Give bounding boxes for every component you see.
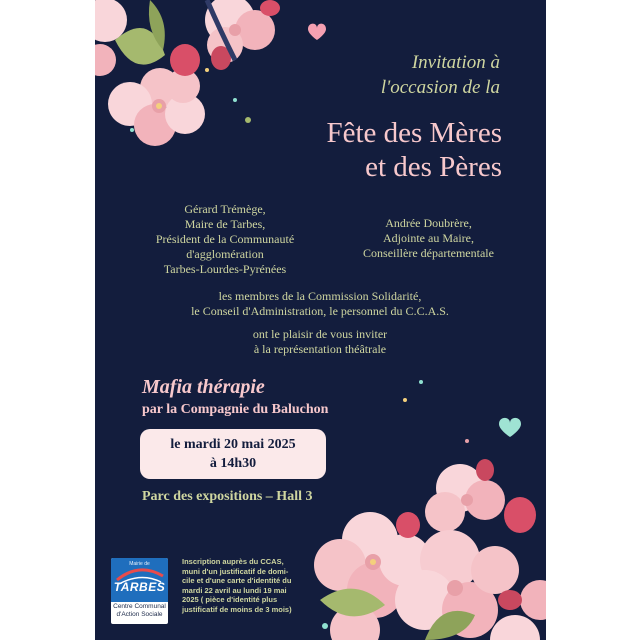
- registration-note: Inscription auprès du CCAS, muni d'un justificatif de domi- cile et d'une carte d'identité du mardi 22 avril au lundi 19 mai 2025 ( pièce d'identité plus justificatif de moins de 3 mois): [182, 557, 292, 614]
- members-text: les membres de la Commission Solidarité, le Conseil d'Administration, le personnel du C.C.A.S.: [191, 289, 449, 318]
- flower-shape: [108, 68, 205, 146]
- invitation-heading: [381, 50, 500, 100]
- show-title: Mafia thérapie: [142, 376, 265, 398]
- event-place: Parc des expositions – Hall 3: [142, 489, 313, 504]
- logo-city-name: TARBES: [113, 580, 166, 594]
- host-mayor: Gérard Trémège, Maire de Tarbes, Président de la Communauté d'agglomération Tarbes-Lourdes-Pyrénées: [155, 202, 295, 276]
- logo-banner: [111, 558, 168, 602]
- event-date: le mardi 20 mai 2025: [170, 437, 296, 452]
- host-deputy: Andrée Doubrère, Adjointe au Maire, Conseillère départementale: [363, 216, 494, 260]
- event-title: [326, 116, 502, 184]
- invitation-line: Invitation à: [411, 52, 500, 73]
- date-box: [140, 429, 326, 479]
- show-company: par la Compagnie du Baluchon: [142, 402, 329, 417]
- invitation-card: [95, 0, 546, 640]
- logo-small-text: Mairie de: [129, 561, 150, 567]
- title-line: et des Pères: [365, 151, 502, 183]
- title-line: Fête des Mères: [326, 117, 502, 149]
- heart-icon: [499, 418, 521, 437]
- invite-text: ont le plaisir de vous inviter à la représentation théâtrale: [252, 327, 388, 356]
- heart-icon: [308, 24, 326, 40]
- tarbes-ccas-logo: [111, 558, 168, 624]
- logo-caption: Centre Communal d'Action Sociale: [113, 603, 166, 618]
- event-time: à 14h30: [209, 456, 257, 471]
- invitation-line: l'occasion de la: [380, 77, 500, 98]
